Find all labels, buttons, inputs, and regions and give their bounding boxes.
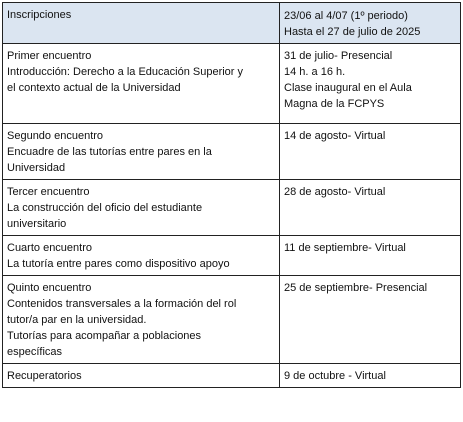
date-line: 9 de octubre - Virtual [284, 370, 386, 382]
table-row [3, 44, 461, 124]
session-cell [3, 44, 280, 124]
date-cell [280, 236, 461, 276]
date-line: Magna de la FCPYS [284, 98, 385, 110]
session-description-line: universitario [7, 218, 67, 230]
date-cell [280, 44, 461, 124]
session-description-line: La construcción del oficio del estudiante [7, 202, 203, 214]
session-description-line: Encuadre de las tutorías entre pares en la [7, 146, 212, 158]
session-title: Recuperatorios [7, 370, 82, 382]
date-line: 28 de agosto- Virtual [284, 186, 386, 198]
table-row [3, 180, 461, 236]
header-left-label: Inscripciones [7, 9, 72, 21]
table-row [3, 236, 461, 276]
date-cell [280, 124, 461, 180]
date-line: 25 de septiembre- Presencial [284, 282, 428, 294]
session-title: Primer encuentro [7, 50, 92, 62]
session-description-line: Tutorías para acompañar a poblaciones [7, 330, 202, 342]
session-description-line: Universidad [7, 162, 66, 174]
session-title: Quinto encuentro [7, 282, 92, 294]
session-cell [3, 364, 280, 388]
session-description-line: Introducción: Derecho a la Educación Superior y [7, 66, 244, 78]
session-cell [3, 180, 280, 236]
date-line: 14 de agosto- Virtual [284, 130, 386, 142]
date-cell [280, 180, 461, 236]
table-header-row [3, 3, 461, 44]
session-description-line: específicas [7, 346, 63, 358]
session-title: Tercer encuentro [7, 186, 90, 198]
date-line: 11 de septiembre- Virtual [284, 242, 406, 254]
session-title: Cuarto encuentro [7, 242, 92, 254]
header-cell-dates [280, 3, 461, 44]
session-title: Segundo encuentro [7, 130, 104, 142]
date-line: Clase inaugural en el Aula [284, 82, 412, 94]
schedule-table-container [2, 2, 460, 388]
table-row [3, 364, 461, 388]
session-cell [3, 236, 280, 276]
date-cell [280, 364, 461, 388]
session-description-line: el contexto actual de la Universidad [7, 82, 181, 94]
date-line: 31 de julio- Presencial [284, 50, 393, 62]
schedule-table [2, 2, 461, 388]
table-row [3, 276, 461, 364]
session-cell [3, 276, 280, 364]
header-right-line-2: Hasta el 27 de julio de 2025 [284, 26, 421, 38]
session-description-line: La tutoría entre pares como dispositivo apoyo [7, 258, 230, 270]
table-row [3, 124, 461, 180]
session-cell [3, 124, 280, 180]
session-description-line: tutor/a par en la universidad. [7, 314, 147, 326]
header-cell-inscripciones [3, 3, 280, 44]
header-right-line-1: 23/06 al 4/07 (1º periodo) [284, 10, 408, 22]
date-line: 14 h. a 16 h. [284, 66, 346, 78]
date-cell [280, 276, 461, 364]
session-description-line: Contenidos transversales a la formación del rol [7, 298, 237, 310]
